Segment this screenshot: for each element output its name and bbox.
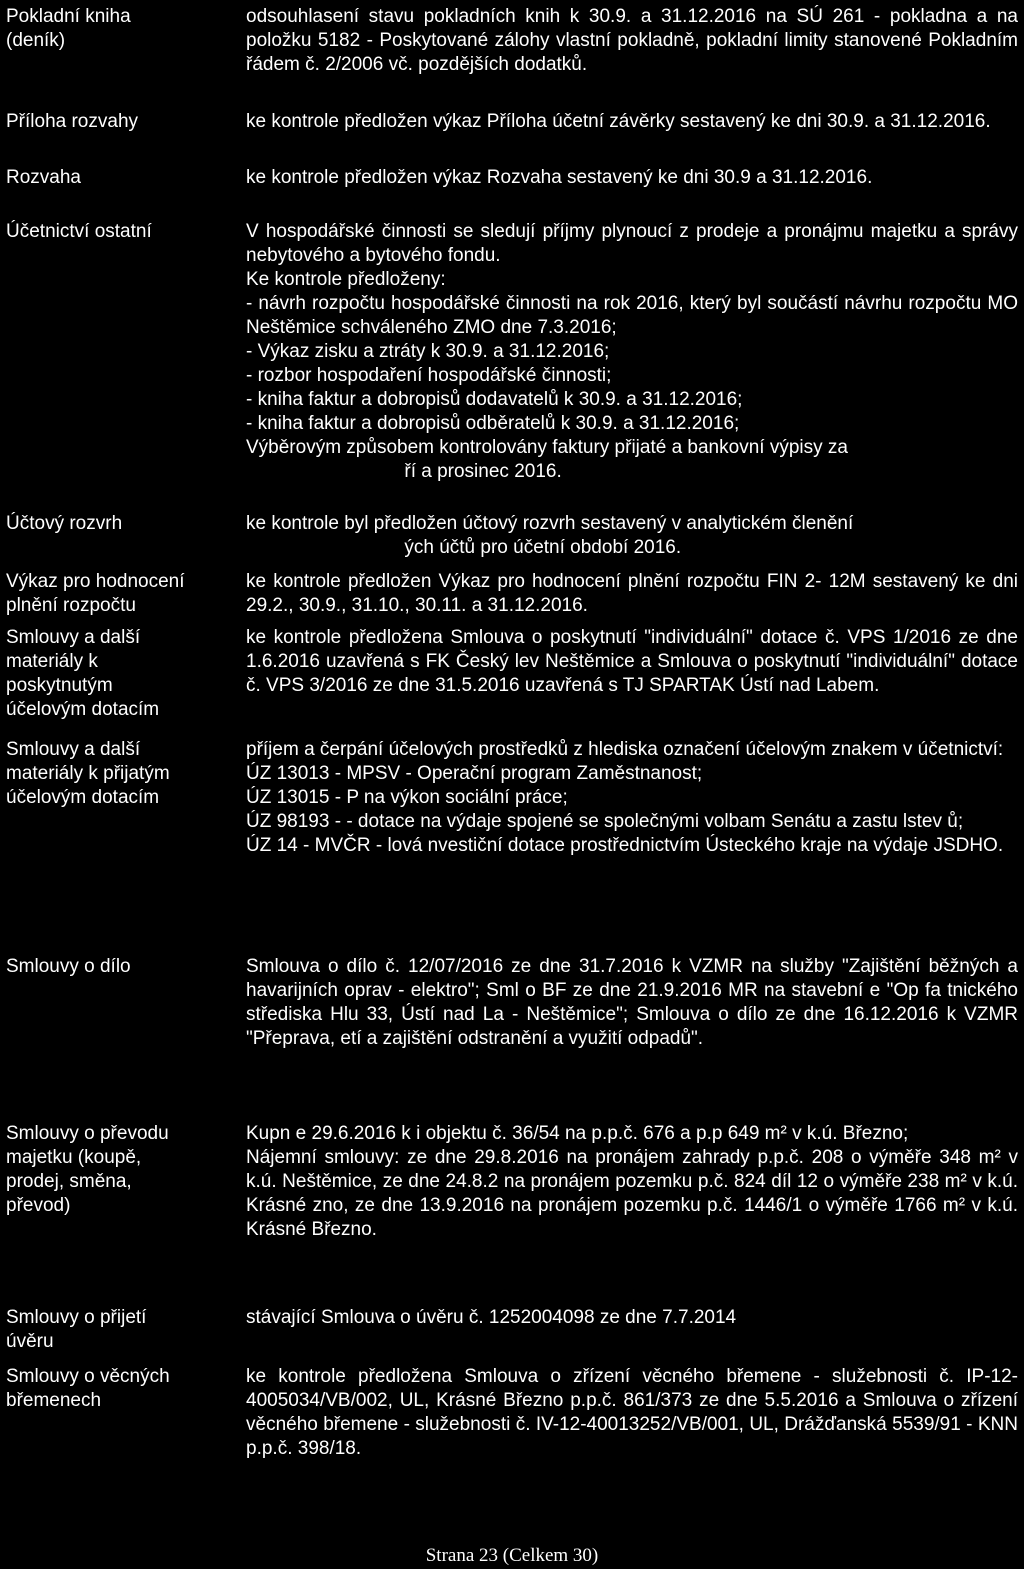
content-line: ke kontrole předložen výkaz Příloha účetní závěrky sestavený ke dni 30.9. a 31.12.2016. [246,111,991,132]
row-content [246,955,1018,1051]
content-line: ke kontrole předložena Smlouva o poskytnutí "individuální" dotace č. VPS 1/2016 ze dne 1.6.2016 uzavřená s FK Český lev Neštěmice a Smlouva o poskytnutí "individuální" dotace č. VPS 3/2016 ze dne 31.5.2016 uzavřená s TJ SPARTAK Ústí nad Labem. [246,627,1018,696]
content-line: odsouhlasení stavu pokladních knih k 30.9. a 31.12.2016 na SÚ 261 - pokladna a na položku 5182 - Poskytované zálohy vlastní pokladně, pokladní limity stanovené Pokladním řádem č. 2/2006 vč. pozdějších dodatků. [246,6,1018,75]
content-line: stávající Smlouva o úvěru č. 1252004098 ze dne 7.7.2014 [246,1307,737,1328]
row-label: Účetnictví ostatní [6,221,152,242]
content-line: ÚZ 14 - MVČR - lová nvestiční dotace prostřednictvím Ústeckého kraje na výdaje JSDHO. [246,835,1004,856]
content-line: - Výkaz zisku a ztráty k 30.9. a 31.12.2016; [246,341,610,362]
row-label: Pokladní kniha (deník) [6,6,131,51]
content-line: Výběrovým způsobem kontrolovány faktury přijaté a bankovní výpisy za [246,437,848,458]
row-content [246,166,1018,190]
content-line: V hospodářské činnosti se sledují příjmy plynoucí z prodeje a pronájmu majetku a správy nebytového a bytového fondu. [246,221,1018,266]
content-line: příjem a čerpání účelových prostředků z hlediska označení účelovým znakem v účetnictví: [246,739,1004,760]
row-label: Smlouvy a další materiály k poskytnutým účelovým dotacím [6,627,160,720]
row-content [246,1365,1018,1461]
content-line: Nájemní smlouvy: ze dne 29.8.2016 na pronájem zahrady p.p.č. 208 o výměře 348 m² v k.ú. Neštěmice, ze dne 24.8.2 na pronájem pozemku p.č. 824 díl 12 o výměře 238 m² v k.ú. Krásné zno, ze dne 13.9.2016 na pronájem pozemku p.č. 1446/1 o výměře 1766 m² v k.ú. Krásné Březno. [246,1147,1018,1240]
row-content [246,626,1018,698]
row-label: Smlouvy o věcných břemenech [6,1366,170,1411]
row-content [246,512,1018,560]
row-content [246,1306,1018,1330]
content-line: ke kontrole předložena Smlouva o zřízení věcného břemene - služebnosti č. IP-12-4005034/VB/002, UL, Krásné Březno p.p.č. 861/373 ze dne 5.5.2016 a Smlouva o zřízení věcného břemene - služebnosti č. IV-12-40013252/VB/001, UL, Drážďanská 5539/91 - KNN p.p.č. 398/18. [246,1366,1018,1459]
row-label: Příloha rozvahy [6,111,139,132]
content-line: ých účtů pro účetní období 2016. [246,537,682,558]
row-label: Výkaz pro hodnocení plnění rozpočtu [6,571,185,616]
row-content [246,570,1018,618]
row-content [246,738,1018,858]
row-label: Smlouvy o převodu majetku (koupě, prodej, směna, převod) [6,1123,169,1216]
content-line: - kniha faktur a dobropisů dodavatelů k 30.9. a 31.12.2016; [246,389,743,410]
content-line: ÚZ 98193 - - dotace na výdaje spojené se společnými volbam Senátu a zastu lstev ů; [246,811,964,832]
content-line: Kupn e 29.6.2016 k i objektu č. 36/54 na p.p.č. 676 a p.p 649 m² v k.ú. Březno; [246,1123,909,1144]
row-content [246,220,1018,484]
content-line: ke kontrole byl předložen účtový rozvrh sestavený v analytickém členění [246,513,854,534]
row-content [246,5,1018,77]
content-line: ří a prosinec 2016. [246,461,562,482]
row-content [246,1122,1018,1242]
content-line: ke kontrole předložen výkaz Rozvaha sestavený ke dni 30.9 a 31.12.2016. [246,167,873,188]
row-label: Účtový rozvrh [6,513,123,534]
row-label: Rozvaha [6,167,81,188]
content-line: Ke kontrole předloženy: [246,269,446,290]
content-line: ÚZ 13015 - P na výkon sociální práce; [246,787,568,808]
content-line: Smlouva o dílo č. 12/07/2016 ze dne 31.7.2016 k VZMR na služby "Zajištění běžných a havarijních oprav - elektro"; Sml o BF ze dne 21.9.2016 MR na stavební e "Op fa tnického střediska Hlu 33, Ústí nad La - Neštěmice"; Smlouva o dílo ze dne 16.12.2016 k VZMR "Přeprava, etí a zajištění odstranění a využití odpadů". [246,956,1018,1049]
row-label: Smlouvy o přijetí úvěru [6,1307,147,1352]
page-footer: Strana 23 (Celkem 30) [425,1545,599,1566]
content-line: - návrh rozpočtu hospodářské činnosti na rok 2016, který byl součástí návrhu rozpočtu MO Neštěmice schváleného ZMO dne 7.3.2016; [246,293,1018,338]
content-line: ÚZ 13013 - MPSV - Operační program Zaměstnanost; [246,763,703,784]
row-label: Smlouvy o dílo [6,956,131,977]
content-line: ke kontrole předložen Výkaz pro hodnocení plnění rozpočtu FIN 2- 12M sestavený ke dni 29.2., 30.9., 31.10., 30.11. a 31.12.2016. [246,571,1018,616]
row-label: Smlouvy a další materiály k přijatým účelovým dotacím [6,739,170,808]
row-content [246,110,1018,134]
content-line: - kniha faktur a dobropisů odběratelů k 30.9. a 31.12.2016; [246,413,740,434]
content-line: - rozbor hospodaření hospodářské činnosti; [246,365,612,386]
